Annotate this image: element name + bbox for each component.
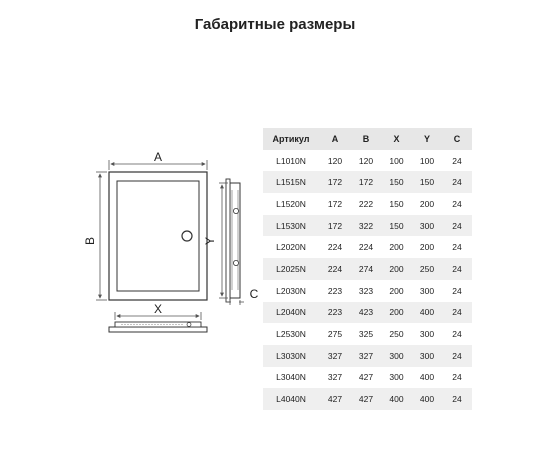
header-b: B bbox=[351, 128, 381, 150]
dimension-b bbox=[83, 172, 107, 300]
cell-article: L1520N bbox=[263, 193, 319, 215]
hatch-front-view bbox=[109, 172, 207, 300]
cell-y: 300 bbox=[412, 215, 442, 237]
table-row bbox=[263, 388, 472, 410]
cell-a: 427 bbox=[319, 388, 351, 410]
cell-a: 223 bbox=[319, 280, 351, 302]
table-row bbox=[263, 302, 472, 324]
dimension-x bbox=[115, 302, 201, 320]
cell-y: 250 bbox=[412, 258, 442, 280]
cell-y: 400 bbox=[412, 388, 442, 410]
header-a: A bbox=[319, 128, 351, 150]
cell-x: 150 bbox=[381, 193, 412, 215]
dimensions-table bbox=[263, 128, 472, 410]
cell-c: 24 bbox=[442, 215, 472, 237]
lock-icon bbox=[182, 231, 192, 241]
cell-y: 200 bbox=[412, 193, 442, 215]
table-row bbox=[263, 280, 472, 302]
hatch-bottom-view bbox=[109, 322, 207, 332]
cell-y: 150 bbox=[412, 171, 442, 193]
dimension-a bbox=[109, 150, 207, 170]
cell-c: 24 bbox=[442, 171, 472, 193]
cell-article: L2530N bbox=[263, 323, 319, 345]
cell-b: 427 bbox=[351, 367, 381, 389]
cell-x: 200 bbox=[381, 258, 412, 280]
cell-y: 200 bbox=[412, 236, 442, 258]
cell-x: 200 bbox=[381, 302, 412, 324]
cell-a: 172 bbox=[319, 215, 351, 237]
header-x: X bbox=[381, 128, 412, 150]
cell-a: 327 bbox=[319, 345, 351, 367]
dim-label-c: C bbox=[249, 287, 259, 301]
dim-label-b: B bbox=[83, 236, 97, 246]
cell-x: 250 bbox=[381, 323, 412, 345]
table-row bbox=[263, 323, 472, 345]
cell-a: 224 bbox=[319, 258, 351, 280]
table-row bbox=[263, 258, 472, 280]
table-body bbox=[263, 150, 472, 410]
cell-c: 24 bbox=[442, 367, 472, 389]
cell-article: L2030N bbox=[263, 280, 319, 302]
cell-x: 300 bbox=[381, 345, 412, 367]
cell-c: 24 bbox=[442, 345, 472, 367]
cell-a: 172 bbox=[319, 171, 351, 193]
table-row bbox=[263, 345, 472, 367]
cell-b: 274 bbox=[351, 258, 381, 280]
cell-b: 423 bbox=[351, 302, 381, 324]
cell-a: 120 bbox=[319, 150, 351, 172]
cell-y: 400 bbox=[412, 302, 442, 324]
cell-c: 24 bbox=[442, 193, 472, 215]
cell-x: 150 bbox=[381, 171, 412, 193]
table-row bbox=[263, 193, 472, 215]
cell-b: 322 bbox=[351, 215, 381, 237]
cell-x: 150 bbox=[381, 215, 412, 237]
cell-x: 400 bbox=[381, 388, 412, 410]
cell-y: 300 bbox=[412, 323, 442, 345]
cell-x: 200 bbox=[381, 236, 412, 258]
cell-a: 172 bbox=[319, 193, 351, 215]
cell-article: L2020N bbox=[263, 236, 319, 258]
cell-c: 24 bbox=[442, 236, 472, 258]
cell-a: 275 bbox=[319, 323, 351, 345]
cell-b: 327 bbox=[351, 345, 381, 367]
table-row bbox=[263, 367, 472, 389]
cell-article: L2025N bbox=[263, 258, 319, 280]
cell-b: 224 bbox=[351, 236, 381, 258]
table-row bbox=[263, 236, 472, 258]
cell-x: 200 bbox=[381, 280, 412, 302]
table-row bbox=[263, 150, 472, 172]
cell-y: 300 bbox=[412, 345, 442, 367]
header-y: Y bbox=[412, 128, 442, 150]
cell-a: 223 bbox=[319, 302, 351, 324]
cell-article: L2040N bbox=[263, 302, 319, 324]
cell-b: 325 bbox=[351, 323, 381, 345]
cell-a: 224 bbox=[319, 236, 351, 258]
cell-b: 172 bbox=[351, 171, 381, 193]
cell-c: 24 bbox=[442, 280, 472, 302]
cell-b: 120 bbox=[351, 150, 381, 172]
cell-c: 24 bbox=[442, 323, 472, 345]
cell-x: 100 bbox=[381, 150, 412, 172]
cell-c: 24 bbox=[442, 388, 472, 410]
cell-article: L4040N bbox=[263, 388, 319, 410]
cell-y: 300 bbox=[412, 280, 442, 302]
cell-b: 427 bbox=[351, 388, 381, 410]
dim-label-x: X bbox=[153, 302, 163, 316]
table-row bbox=[263, 215, 472, 237]
cell-y: 100 bbox=[412, 150, 442, 172]
cell-article: L3030N bbox=[263, 345, 319, 367]
dim-label-a: A bbox=[153, 150, 163, 164]
cell-a: 327 bbox=[319, 367, 351, 389]
cell-y: 400 bbox=[412, 367, 442, 389]
table-header-row bbox=[263, 128, 472, 150]
cell-article: L1010N bbox=[263, 150, 319, 172]
cell-c: 24 bbox=[442, 302, 472, 324]
table-row bbox=[263, 171, 472, 193]
cell-b: 222 bbox=[351, 193, 381, 215]
header-c: C bbox=[442, 128, 472, 150]
cell-article: L1530N bbox=[263, 215, 319, 237]
dim-label-y: Y bbox=[203, 236, 217, 246]
cell-c: 24 bbox=[442, 258, 472, 280]
cell-article: L1515N bbox=[263, 171, 319, 193]
cell-c: 24 bbox=[442, 150, 472, 172]
cell-x: 300 bbox=[381, 367, 412, 389]
cell-article: L3040N bbox=[263, 367, 319, 389]
cell-b: 323 bbox=[351, 280, 381, 302]
page-title: Габаритные размеры bbox=[194, 16, 356, 33]
hatch-side-view bbox=[226, 179, 240, 302]
header-article: Артикул bbox=[263, 128, 319, 150]
